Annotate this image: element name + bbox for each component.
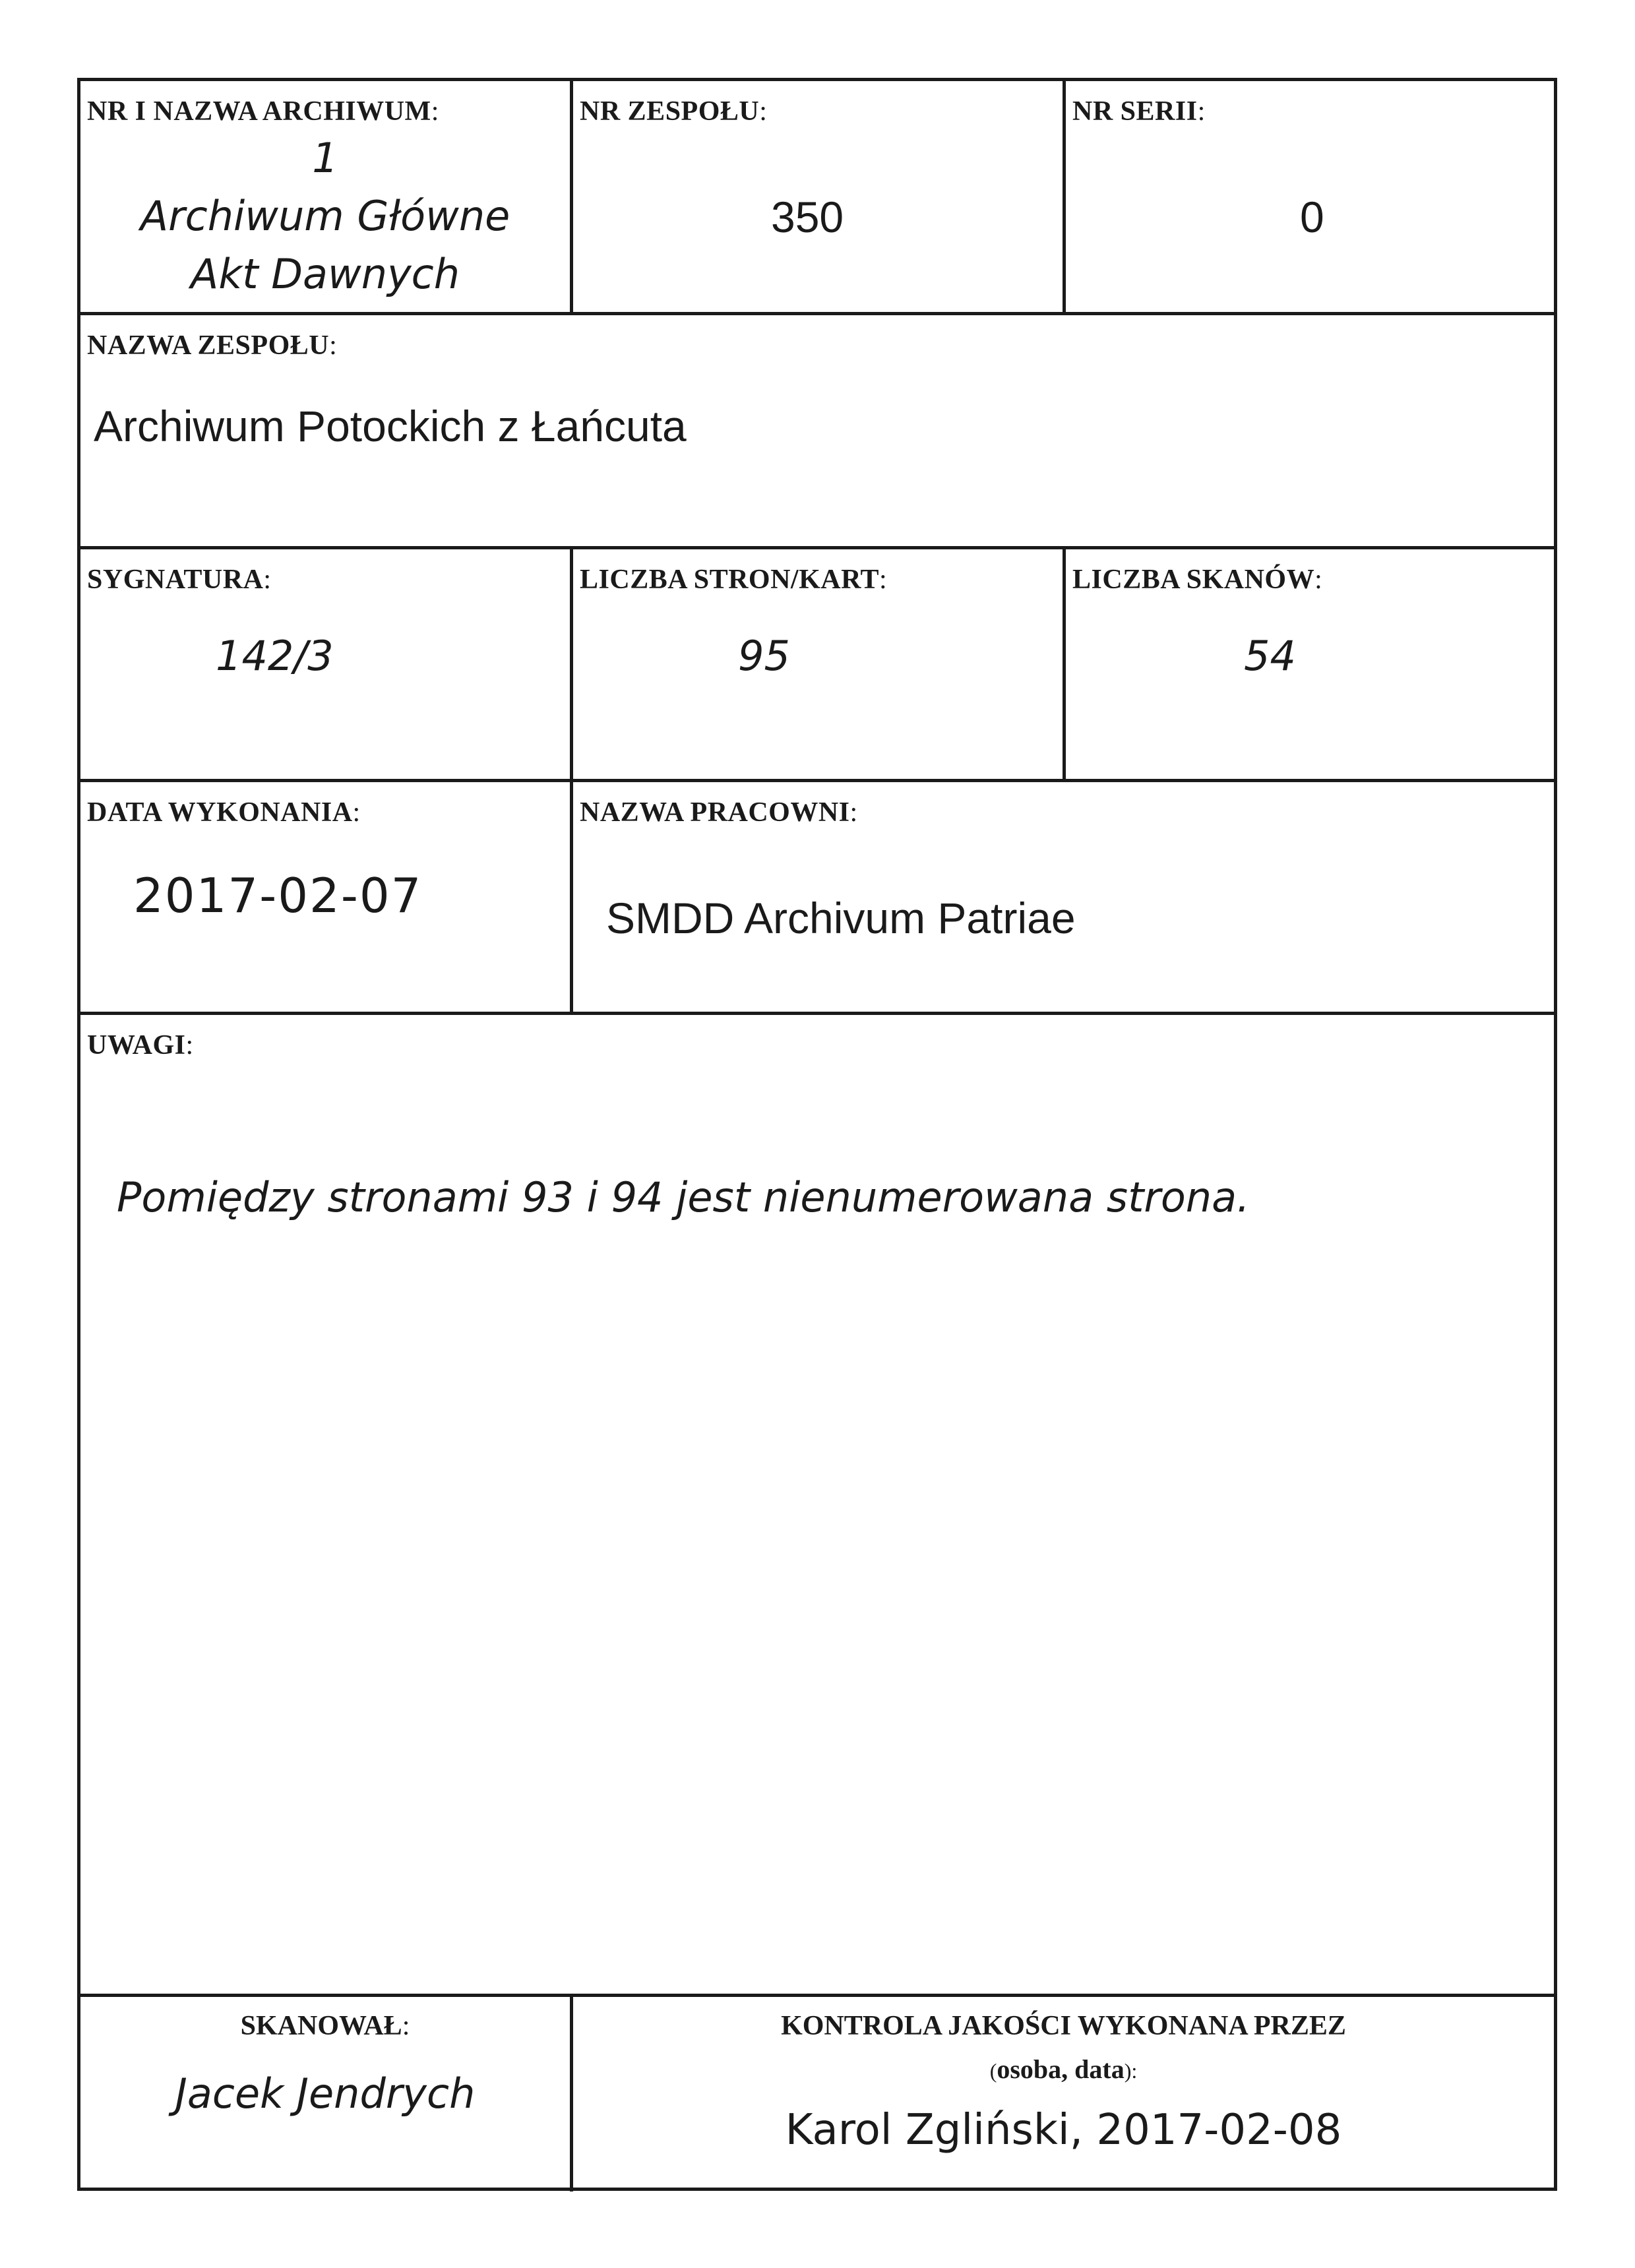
signature-cell [80,549,570,779]
quality-control-sublabel: (osoba, data): [989,2054,1138,2084]
fonds-name-cell [80,315,1554,546]
series-number-value: 0 [1300,193,1324,241]
archive-number: 1 [312,134,338,182]
archive-cell [80,81,570,312]
signature-label: SYGNATURA: [87,565,272,595]
pages-count-value: 95 [738,632,790,680]
quality-control-label: KONTROLA JAKOŚCI WYKONANA PRZEZ [781,2011,1346,2041]
remarks-label: UWAGI: [87,1030,194,1060]
pages-count-label: LICZBA STRON/KART: [580,565,888,595]
remarks-cell [80,1015,1554,1994]
scanned-by-label: SKANOWAŁ: [240,2011,410,2041]
quality-control-value: Karol Zgliński, 2017-02-08 [785,2106,1342,2155]
scanned-by-cell [80,1997,570,2191]
fonds-number-value: 350 [771,193,844,241]
workshop-label: NAZWA PRACOWNI: [580,797,858,828]
workshop-cell [573,782,1554,1012]
fonds-number-cell [573,81,1063,312]
date-made-label: DATA WYKONANIA: [87,797,361,828]
archive-name-line1: Archiwum Główne [140,192,510,240]
archive-name-line2: Akt Dawnych [190,250,460,298]
pages-count-cell [573,549,1063,779]
fonds-name-value: Archiwum Potockich z Łańcuta [94,402,687,450]
workshop-value: SMDD Archivum Patriae [606,894,1076,942]
scans-count-value: 54 [1244,632,1296,680]
fonds-number-label: NR ZESPOŁU: [580,96,768,127]
archive-metadata-form [77,78,1557,2191]
signature-value: 142/3 [216,632,334,680]
remarks-value: Pomiędzy stronami 93 i 94 jest nienumerowana strona. [117,1173,1250,1221]
date-made-cell [80,782,570,1012]
date-made-value: 2017-02-07 [133,868,423,923]
scanned-by-value: Jacek Jendrych [175,2069,476,2118]
quality-control-cell [573,1997,1554,2191]
scans-count-label: LICZBA SKANÓW: [1072,565,1323,595]
series-number-label: NR SERII: [1072,96,1206,127]
series-number-cell [1066,81,1554,312]
scans-count-cell [1066,549,1554,779]
fonds-name-label: NAZWA ZESPOŁU: [87,330,338,361]
archive-label: NR I NAZWA ARCHIWUM: [87,96,439,127]
